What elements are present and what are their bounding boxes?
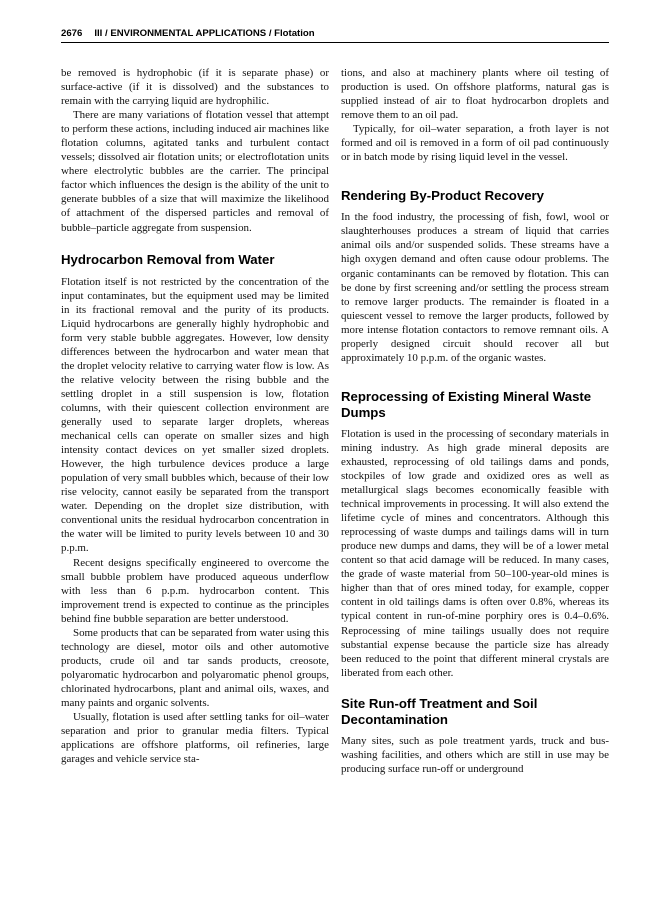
- paragraph: Flotation itself is not restricted by the concentration of the input contaminates, but the equipment used may be limited in its fractional removal and the purity of its products. Liquid hydrocarbons are generally highly hydrophobic and form very stable bubble aggregates. However, low density differences between the hydrocarbon and water mean that the droplet velocity relative to carrying water flow is low. As the relative velocity between the rising bubble and the settling droplet in a still suspension is low, flotation columns, with their quiescent collection environment are generally used to separate larger droplets, whereas mechanical cells can operate on smaller sizes and high intensity contact devices on yet smaller sized droplets. However, the high turbulence devices produce a large population of very small bubbles which, because of their low rise velocity, cannot easily be separated from the transport water. Depending on the droplet size distribution, with conventional units the residual hydrocarbon concentration in the water will be limited to purity levels between 10 and 30 p.p.m.: [61, 275, 329, 555]
- right-column: [341, 66, 609, 776]
- section-heading-reprocessing-mineral-waste: Reprocessing of Existing Mineral Waste Dumps: [341, 388, 592, 420]
- page-number: 2676: [61, 28, 83, 39]
- paragraph: be removed is hydrophobic (if it is separate phase) or surface-active (if it is dissolved) and the substances to remain with the carrying liquid are hydrophilic.: [61, 67, 329, 108]
- paragraph: Usually, flotation is used after settling tanks for oil–water separation and prior to granular media filters. Typical applications are offshore platforms, oil refineries, large garages and vehicle service sta-: [61, 711, 329, 766]
- paragraph: Flotation is used in the processing of secondary materials in mining industry. As high grade mineral deposits are exhausted, reprocessing of old tailings dams and ponds, stockpiles of low grade and oxidized ores as well as metallurgical slags becomes economically feasible with technical improvements in processing. It will also extend the lifetime cycle of mines and concentrators. Although this reprocessing of waste dumps and tailings dams will in turn produce new dumps and dams, they will be of a lower metal content so that acid damage will be reduced. In many cases, the grade of waste material from 50–100-year-old mines is higher than that of ores mined today, for example, copper content in old tailings dams is often over 0.8%, whereas its typical content in run-of-mine porphiry ores is 0.4–0.6%. Reprocessing of mine tailings usually does not require substantial expense because the particle size has already been reduced to the point that different mineral crystals are liberated from each other.: [341, 427, 609, 679]
- section-heading-rendering-by-product: Rendering By-Product Recovery: [341, 188, 544, 204]
- paragraph: tions, and also at machinery plants where oil testing of production is used. On offshore platforms, natural gas is supplied instead of air to float hydrocarbon droplets and remove them to an oil pad.: [341, 67, 609, 122]
- section-heading-hydrocarbon-removal: Hydrocarbon Removal from Water: [61, 251, 275, 267]
- paragraph: There are many variations of flotation vessel that attempt to perform these actions, including induced air machines like flotation columns, agitated tanks and turbulent contact vessels; dissolved air flotation units; or electroflotation units where electrolytic bubbles are the carrier. The principal factor which influences the design is the ability of the unit to generate bubbles of a size that will maximize the likelihood of attachment of the dispersed particles and removal of bubble–particle aggregate from suspension.: [61, 109, 329, 234]
- paragraph: Some products that can be separated from water using this technology are diesel, motor oils and other automotive products, crude oil and tar sands products, creosote, polyaromatic hydrocarbon and polyaromatic phenol groups, chlorinated hydrocarbons, plant and animal oils, waxes, and many paints and organic solvents.: [61, 626, 329, 709]
- section-heading-site-run-off: Site Run-off Treatment and Soil Decontamination: [341, 695, 538, 727]
- running-header: [61, 28, 609, 43]
- paragraph: Recent designs specifically engineered to overcome the small bubble problem have produced aqueous underflow with less than 6 p.p.m. hydrocarbon content. This improvement trend is expected to continue as the principles behind fine bubble separation are better understood.: [61, 556, 329, 625]
- running-title: III / ENVIRONMENTAL APPLICATIONS / Flotation: [94, 28, 315, 39]
- paragraph: Typically, for oil–water separation, a froth layer is not formed and oil is removed in a form of oil pad continuously or in batch mode by rising liquid level in the vessel.: [341, 123, 609, 164]
- paragraph: In the food industry, the processing of fish, fowl, wool or slaughterhouses produces a stream of liquid that carries animal oils and/or suspended solids. These streams have a high oxygen demand and often cause odour problems. The organic contaminants can be removed by flotation. This can be done by first screening and/or settling the process stream to remove larger products. The remainder is floated in a quiescent vessel to remove the larger products, followed by more intense flotation contactors to remove remnant oils. A properly designed circuit should recover all but approximately 10 p.p.m. of the organic wastes.: [341, 211, 609, 364]
- paragraph: Many sites, such as pole treatment yards, truck and bus-washing facilities, and others which are still in use may be producing surface run-off or underground: [341, 734, 609, 775]
- left-column: [61, 66, 329, 766]
